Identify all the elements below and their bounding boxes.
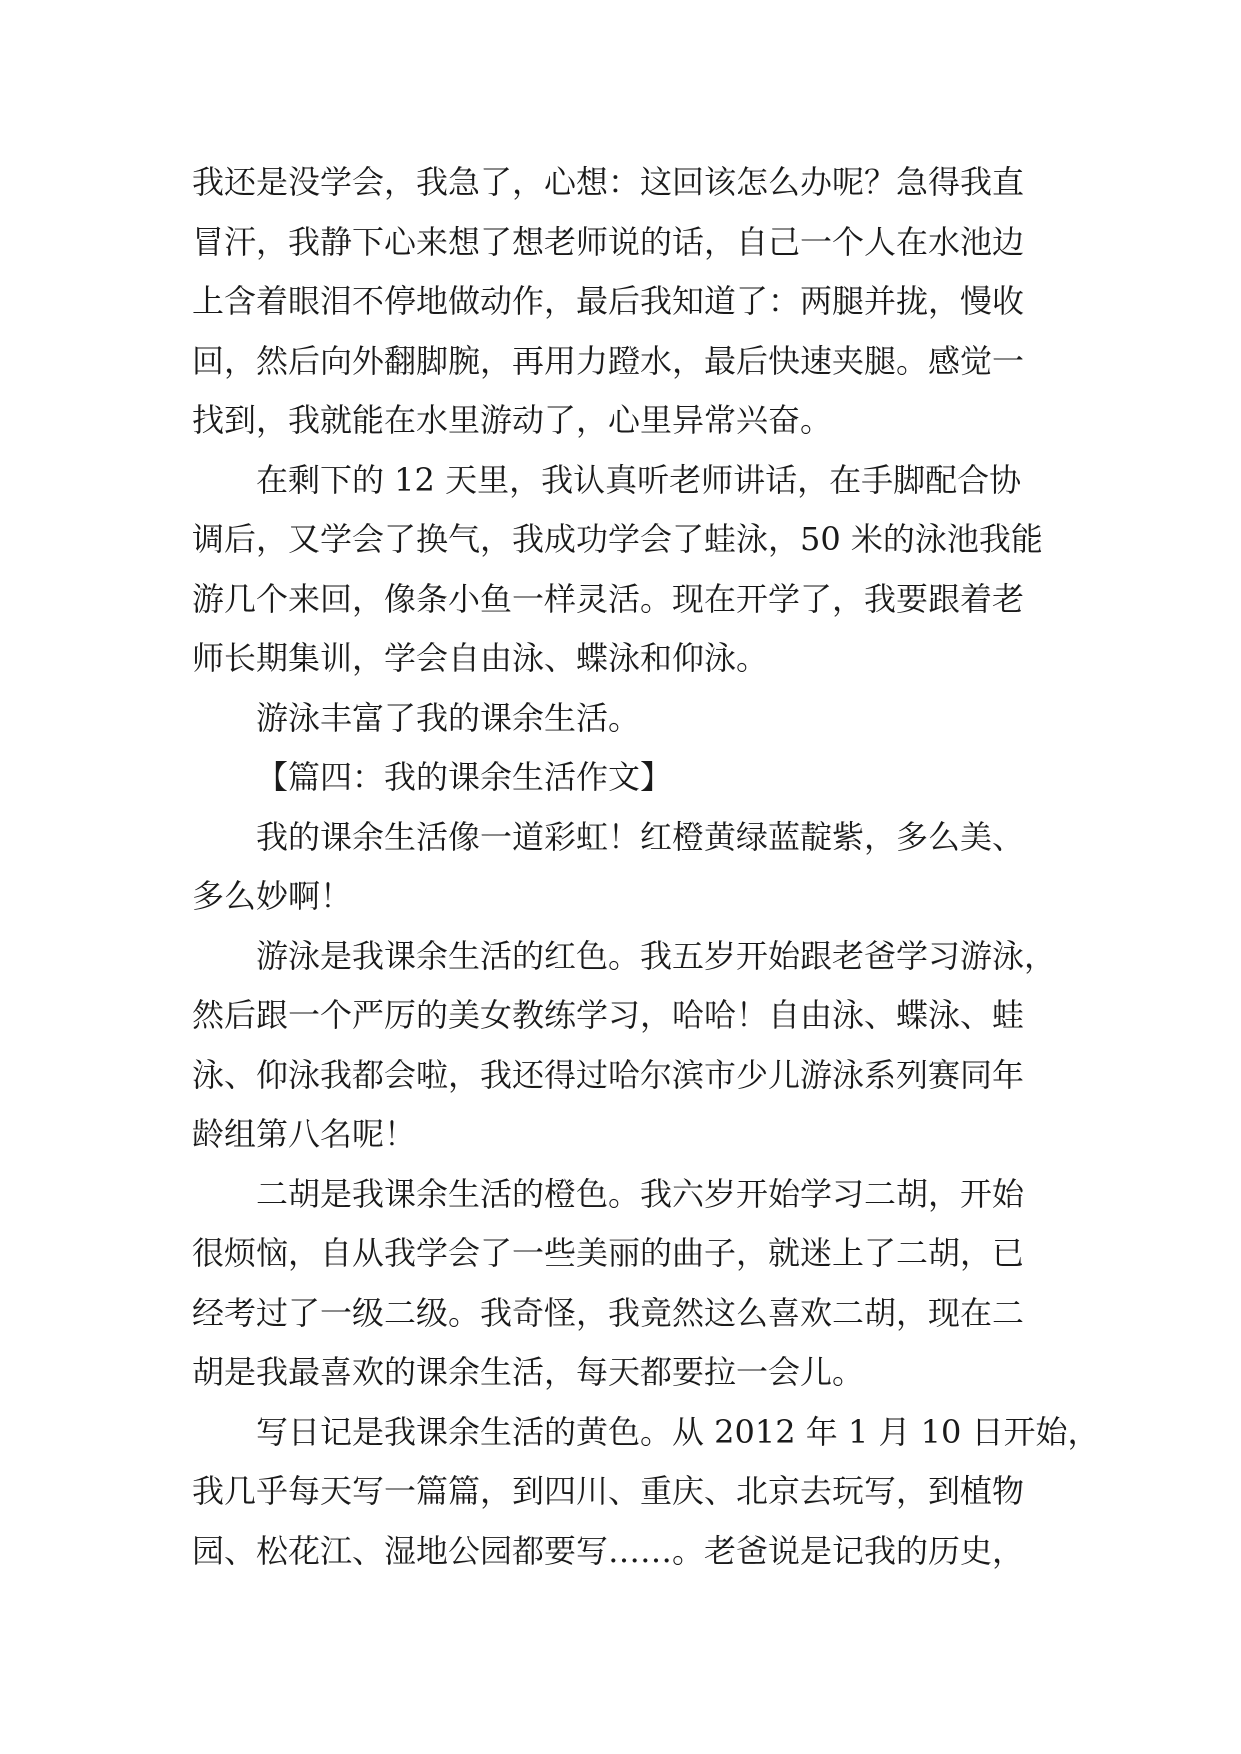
essay-body (192, 153, 1100, 1581)
text-line: 游几个来回，像条小鱼一样灵活。现在开学了，我要跟着老 (192, 579, 1025, 618)
text-line: 找到，我就能在水里游动了，心里异常兴奋。 (192, 401, 833, 439)
text-line: 师长期集训，学会自由泳、蝶泳和仰泳。 (192, 639, 769, 677)
paragraph-start-line: 游泳是我课余生活的红色。我五岁开始跟老爸学习游泳， (256, 936, 1057, 975)
text-line: 上含着眼泪不停地做动作，最后我知道了：两腿并拢，慢收 (192, 282, 1025, 320)
paragraph-start-line: 我的课余生活像一道彩虹！红橙黄绿蓝靛紫，多么美、 (256, 817, 1025, 856)
text-line: 园、松花江、湿地公园都要写……。老爸说是记我的历史， (192, 1531, 1025, 1570)
paragraph-start-line: 在剩下的 12 天里，我认真听老师讲话，在手脚配合协 (256, 460, 1022, 499)
text-line: 回，然后向外翻脚腕，再用力蹬水，最后快速夹腿。感觉一 (192, 341, 1025, 380)
paragraph-start-line: 写日记是我课余生活的黄色。从 2012 年 1 月 10 日开始， (256, 1412, 1100, 1451)
text-line: 很烦恼，自从我学会了一些美丽的曲子，就迷上了二胡，已 (192, 1234, 1025, 1272)
text-line: 冒汗，我静下心来想了想老师说的话，自己一个人在水池边 (192, 222, 1025, 261)
text-line: 然后跟一个严厉的美女教练学习，哈哈！自由泳、蝶泳、蛙 (192, 996, 1025, 1034)
section-heading: 【篇四：我的课余生活作文】 (256, 758, 673, 796)
text-line: 调后，又学会了换气，我成功学会了蛙泳，50 米的泳池我能 (192, 520, 1043, 558)
text-line: 多么妙啊！ (192, 877, 353, 915)
text-line: 龄组第八名呢！ (192, 1115, 417, 1153)
paragraph-start-line: 二胡是我课余生活的橙色。我六岁开始学习二胡，开始 (256, 1174, 1025, 1213)
text-line: 经考过了一级二级。我奇怪，我竟然这么喜欢二胡，现在二 (192, 1293, 1025, 1332)
text-line: 我几乎每天写一篇篇，到四川、重庆、北京去玩写，到植物 (192, 1472, 1025, 1510)
text-line: 胡是我最喜欢的课余生活，每天都要拉一会儿。 (192, 1353, 865, 1391)
text-line: 泳、仰泳我都会啦，我还得过哈尔滨市少儿游泳系列赛同年 (192, 1055, 1025, 1094)
text-line: 我还是没学会，我急了，心想：这回该怎么办呢？急得我直 (192, 163, 1025, 201)
paragraph-start-line: 游泳丰富了我的课余生活。 (256, 698, 641, 737)
